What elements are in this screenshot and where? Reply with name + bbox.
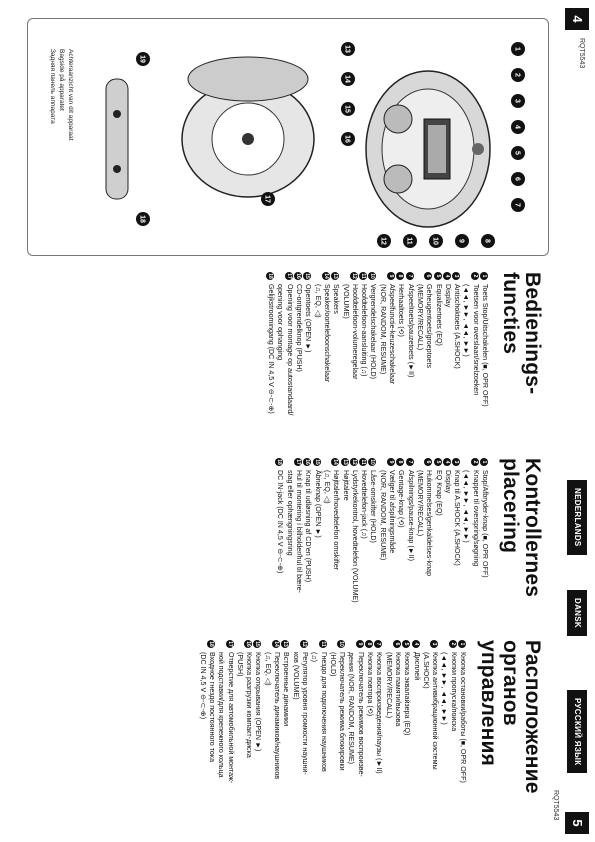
item-number-badge: 16 — [304, 459, 311, 465]
item-text: Кнопка памяти/вызова — [393, 652, 402, 727]
item-number-badge: 3 — [430, 640, 438, 648]
russian-control-item — [421, 640, 430, 824]
callout-number: 7 — [513, 203, 521, 207]
item-text: Кнопки пропуска/поиска — [449, 652, 458, 732]
item-text: (MEMORY/RECALL) — [415, 284, 424, 351]
item-text: Stop/Afbryder-knap (■, OPR OFF) — [481, 470, 489, 578]
header-dutch: NEDERLANDS — [567, 480, 587, 555]
item-number-badge: 18 — [207, 641, 214, 647]
dutch-control-item — [368, 272, 377, 448]
item-number-badge: 9 — [387, 458, 395, 466]
item-number-badge: 7 — [406, 272, 414, 280]
player-side-view — [106, 79, 128, 199]
item-text: Display — [443, 284, 452, 308]
callout-number: 18 — [138, 215, 146, 223]
diagram-captions — [48, 49, 75, 140]
model-code-right: RQT5543 — [552, 790, 559, 821]
item-text: (NOR, RANDOM, RESUME) — [378, 284, 387, 375]
item-number-badge: 14 — [273, 641, 280, 647]
danish-control-item — [303, 458, 312, 628]
item-text: Кнопка повтора (⟲) — [366, 652, 375, 717]
item-text: Herhaaltoets (⟲) — [397, 284, 406, 337]
item-text: Кнопка остановки/работы (■, OPR OFF) — [459, 652, 467, 783]
item-text: Встроенные динамики — [282, 652, 291, 727]
item-text: Кнопка воспроизведения/паузы (►II) — [375, 652, 384, 774]
danish-control-item — [461, 458, 470, 628]
callout-number: 10 — [431, 237, 439, 245]
danish-control-item — [415, 458, 424, 628]
item-text: (♫, EQ, ◁) — [322, 470, 331, 504]
russian-control-item — [300, 640, 309, 824]
control-list-danish — [275, 458, 489, 628]
item-number-badge: 1 — [480, 272, 488, 280]
item-text: DC IN-jack (DC IN 4,5 V ⊖-⊂-⊕) — [276, 470, 285, 574]
item-number-badge: 13 — [282, 641, 289, 647]
header-danish: DANSK — [567, 590, 587, 636]
title-danish — [499, 458, 543, 628]
danish-control-item — [312, 458, 321, 628]
item-text: Display — [443, 470, 452, 494]
item-number-badge: 15 — [254, 641, 261, 647]
item-number-badge: 9 — [387, 272, 395, 280]
item-number-badge: 12 — [350, 273, 357, 279]
item-text: Antischoktoets (A.SHOCK) — [453, 284, 462, 369]
danish-control-item — [405, 458, 414, 628]
control-list-russian — [197, 640, 467, 824]
item-text: Hukommelses/genkaldelses-knap — [425, 470, 434, 577]
item-number-badge: 12 — [300, 641, 307, 647]
danish-control-item — [396, 458, 405, 628]
item-number-badge: 16 — [245, 641, 252, 647]
item-number-badge: 15 — [313, 459, 320, 465]
danish-control-item — [340, 458, 349, 628]
dutch-control-item — [340, 272, 349, 448]
russian-control-item — [207, 640, 216, 824]
caption-ru: Задняя панель аппарата — [49, 49, 56, 124]
item-number-badge: 16 — [295, 273, 302, 279]
item-text: Lydstyrkekontrol, hovedtelefon (VOLUME) — [350, 470, 359, 603]
item-text: (VOLUME) — [341, 284, 350, 319]
russian-control-item — [244, 640, 253, 824]
item-number-badge: 10 — [338, 641, 345, 647]
item-text: Переключатель режимов воспроизве- — [356, 652, 365, 777]
dutch-control-item — [433, 272, 442, 448]
russian-control-item — [393, 640, 402, 824]
item-text: ков (VOLUME) — [291, 652, 300, 700]
item-number-badge: 14 — [322, 273, 329, 279]
item-text: Knapper til overspring/søgning — [471, 470, 480, 567]
item-number-badge: 12 — [350, 459, 357, 465]
item-text: Knap til udløsning af CD'en (PUSH) — [304, 470, 313, 583]
dutch-control-item — [284, 272, 293, 448]
dutch-control-item — [359, 272, 368, 448]
russian-control-item — [272, 640, 281, 824]
callout-number: 3 — [513, 99, 521, 103]
item-text: Gelijkstroomingang (DC IN 4,5 V ⊖-⊂-⊕) — [267, 284, 276, 414]
item-text: Кнопка антивибрационной системы — [431, 652, 440, 770]
danish-control-item — [387, 458, 396, 628]
item-text: Регулятор уровня громкости наушни- — [300, 652, 309, 775]
item-text: Afspeeltoets/pauzetoets (►II) — [406, 284, 415, 378]
item-text: Toets Stop/Uitschakelen (■, OPR OFF) — [481, 284, 489, 407]
item-text: Opentoets (OPEN ►) — [304, 284, 313, 353]
dutch-control-item — [415, 272, 424, 448]
item-number-badge: 8 — [396, 272, 404, 280]
item-text: (♫, EQ, ◁) — [263, 652, 272, 686]
item-number-badge: 1 — [458, 640, 466, 648]
item-text: Speakers — [332, 284, 341, 314]
item-text: Гнездо для подключения наушников — [319, 652, 328, 772]
item-number-badge: 14 — [332, 459, 339, 465]
item-text: Переключатель динамиков/наушников — [273, 652, 282, 780]
header-russian: РУССКИЙ ЯЗЫК — [567, 690, 587, 773]
item-text: Vergrendelschakelaar (HOLD) — [369, 284, 378, 380]
danish-control-item — [359, 458, 368, 628]
item-number-badge: 6 — [424, 458, 432, 466]
player-illustration — [28, 19, 548, 255]
item-text: Låse-omskifter (HOLD) — [369, 470, 378, 543]
callout-number: 12 — [379, 237, 387, 245]
item-number-badge: 5 — [402, 640, 410, 648]
item-number-badge: 4 — [443, 458, 451, 466]
dutch-control-item — [387, 272, 396, 448]
dutch-control-item — [303, 272, 312, 448]
item-text: (A.SHOCK) — [421, 652, 430, 689]
title-russian — [477, 640, 543, 824]
model-code-left: RQT5543 — [578, 38, 585, 69]
item-number-badge: 13 — [341, 459, 348, 465]
item-text: (◄◄, ►►, ◄◄, ►►) — [462, 470, 471, 543]
title-danish-line1: Kontrollernes — [521, 458, 544, 598]
callout-number: 14 — [343, 75, 351, 83]
item-number-badge: 7 — [374, 640, 382, 648]
callout-number: 2 — [513, 73, 521, 77]
title-russian-line3: управления — [477, 640, 500, 767]
item-number-badge: 9 — [356, 640, 364, 648]
dutch-control-item — [266, 272, 275, 448]
callout-number: 13 — [343, 45, 351, 53]
title-dutch-line2: functies — [499, 272, 522, 355]
item-text: EQ Knap (EQ) — [434, 470, 443, 516]
caption-nl: Achteraanzicht van dit apparaat — [67, 49, 74, 141]
item-text: Отверстие для автомобильной монтаж- — [226, 652, 235, 784]
callout-number: 1 — [513, 47, 521, 51]
russian-control-item — [337, 640, 346, 824]
item-text: Afspilnings/pause-knap (►II) — [406, 470, 415, 562]
russian-control-item — [290, 640, 299, 824]
item-number-badge: 5 — [434, 272, 442, 280]
item-number-badge: 11 — [360, 273, 367, 279]
item-text: Hul til montering i bilholder/hul til bære- — [295, 470, 304, 594]
item-text: Opening voor montage op autostandaard/ — [285, 284, 294, 416]
russian-control-item — [458, 640, 467, 824]
dutch-control-item — [405, 272, 414, 448]
russian-control-item — [374, 640, 383, 824]
dutch-control-item — [275, 272, 284, 448]
item-number-badge: 8 — [365, 640, 373, 648]
callout-number: 17 — [263, 195, 271, 203]
dutch-control-item — [452, 272, 461, 448]
item-number-badge: 1 — [480, 458, 488, 466]
item-text: Equalizertoets (EQ) — [434, 284, 443, 346]
callout-number: 5 — [513, 151, 521, 155]
russian-control-item — [439, 640, 448, 824]
callout-number: 16 — [343, 135, 351, 143]
dutch-control-item — [312, 272, 321, 448]
item-text: CD-ontgrendelknop (PUSH) — [295, 284, 304, 372]
item-text: Knap til A.SHOCK (A.SHOCK) — [453, 470, 462, 566]
item-number-badge: 3 — [452, 272, 460, 280]
item-text: Hoofdtelefoon-aansluiting (♫) — [360, 284, 369, 377]
danish-control-item — [331, 458, 340, 628]
column-dutch — [266, 272, 543, 448]
item-text: (MEMORY/RECALL) — [384, 652, 393, 719]
dutch-control-item — [377, 272, 386, 448]
item-text: Кнопка открывания (OPEN ►) — [254, 652, 263, 752]
danish-control-item — [480, 458, 489, 628]
item-number-badge: 17 — [226, 641, 233, 647]
item-text: (DC IN 4,5 V ⊖-⊂-⊕) — [198, 652, 207, 720]
item-number-badge: 18 — [276, 459, 283, 465]
russian-control-item — [411, 640, 420, 824]
russian-control-item — [365, 640, 374, 824]
item-number-badge: 4 — [443, 272, 451, 280]
item-text: дения (NOR, RANDOM, RESUME) — [347, 652, 356, 765]
russian-control-item — [235, 640, 244, 824]
item-text: (◄◄, ►►, ◄◄, ►►) — [440, 652, 449, 725]
item-text: stag eller ophængningsring — [285, 470, 294, 556]
item-text: (MEMORY/RECALL) — [415, 470, 424, 537]
item-number-badge: 11 — [360, 459, 367, 465]
danish-control-item — [294, 458, 303, 628]
russian-control-item — [402, 640, 411, 824]
russian-control-item — [430, 640, 439, 824]
item-number-badge: 17 — [295, 459, 302, 465]
item-number-badge: 6 — [393, 640, 401, 648]
item-text: Кнопка эквалайзера (EQ) — [403, 652, 412, 736]
dutch-control-item — [350, 272, 359, 448]
russian-control-item — [216, 640, 225, 824]
item-text: (♫) — [310, 652, 319, 663]
item-number-badge: 7 — [406, 458, 414, 466]
callout-number: 11 — [405, 237, 413, 245]
russian-control-item — [225, 640, 234, 824]
dutch-control-item — [461, 272, 470, 448]
title-dutch-line1: Bedienings- — [521, 272, 544, 395]
dutch-control-item — [322, 272, 331, 448]
danish-control-item — [322, 458, 331, 628]
item-number-badge: 17 — [285, 273, 292, 279]
item-text: Кнопка разгрузки компакт-диска — [245, 652, 254, 758]
item-number-badge: 15 — [304, 273, 311, 279]
item-number-badge: 11 — [319, 641, 326, 647]
dutch-control-item — [470, 272, 479, 448]
item-number-badge: 2 — [449, 640, 457, 648]
danish-control-item — [377, 458, 386, 628]
item-number-badge: 13 — [332, 273, 339, 279]
player-open-view — [182, 57, 314, 197]
item-text: Переключатель режима блокировки — [338, 652, 347, 771]
item-number-badge: 3 — [452, 458, 460, 466]
callout-number: 9 — [457, 239, 465, 243]
danish-control-item — [284, 458, 293, 628]
callout-number: 4 — [513, 125, 521, 129]
item-text: Дисплей — [412, 652, 421, 681]
page-number-left: 4 — [565, 8, 589, 30]
item-text: Speaker/oortelefoonschakelaar — [322, 284, 331, 383]
item-text: (◄◄, ►►, ◄◄, ►►) — [462, 284, 471, 357]
item-text: (PUSH) — [235, 652, 244, 677]
item-number-badge: 2 — [471, 272, 479, 280]
item-text: Gentage-knap (⟲) — [397, 470, 406, 528]
callout-number: 15 — [343, 105, 351, 113]
russian-control-item — [383, 640, 392, 824]
item-number-badge: 5 — [434, 458, 442, 466]
item-text: (NOR, RANDOM, RESUME) — [378, 470, 387, 561]
item-text: Hoofdtelefoon-volumeregelaar — [350, 284, 359, 380]
item-number-badge: 2 — [471, 458, 479, 466]
danish-control-item — [368, 458, 377, 628]
player-top-view — [366, 71, 490, 227]
title-dutch — [499, 272, 543, 448]
russian-control-item — [253, 640, 262, 824]
item-text: Hovedtelefon-jack (♫) — [360, 470, 369, 539]
item-text: Toetsen voor overslaan/snelzoeken — [471, 284, 480, 396]
danish-control-item — [275, 458, 284, 628]
item-number-badge: 18 — [267, 273, 274, 279]
russian-control-item — [328, 640, 337, 824]
item-text: Højttalere — [341, 470, 350, 501]
title-russian-line1: Расположение — [521, 640, 544, 794]
item-text: Geheugentoets/groeptoets — [425, 284, 434, 369]
russian-control-item — [355, 640, 364, 824]
callout-number: 8 — [483, 239, 491, 243]
column-russian — [197, 640, 543, 824]
player-diagram-panel — [27, 18, 549, 256]
russian-control-item — [309, 640, 318, 824]
item-text: Højttaler/hovedtelefon omskifter — [332, 470, 341, 571]
dutch-control-item — [396, 272, 405, 448]
dutch-control-item — [294, 272, 303, 448]
title-danish-line2: placering — [499, 458, 522, 554]
item-text: Vælger til afspilningsmåde — [388, 470, 397, 554]
russian-control-item — [197, 640, 206, 824]
danish-control-item — [470, 458, 479, 628]
russian-control-item — [262, 640, 271, 824]
item-number-badge: 4 — [412, 640, 420, 648]
item-text: (♫, EQ, ◁) — [313, 284, 322, 318]
title-russian-line2: органов — [499, 640, 522, 726]
item-number-badge: 6 — [424, 272, 432, 280]
russian-control-item — [346, 640, 355, 824]
item-text: Входное гнездо постоянного тока — [207, 652, 216, 763]
callout-number: 6 — [513, 177, 521, 181]
item-number-badge: 10 — [369, 459, 376, 465]
dutch-control-item — [331, 272, 340, 448]
danish-control-item — [424, 458, 433, 628]
page-number-right: 5 — [565, 812, 589, 834]
caption-da: Bagside på apparatet — [58, 49, 65, 111]
item-text: Åbneknap (OPEN ►) — [313, 470, 322, 538]
danish-control-item — [433, 458, 442, 628]
item-number-badge: 8 — [396, 458, 404, 466]
item-number-badge: 10 — [369, 273, 376, 279]
control-list-dutch — [266, 272, 489, 448]
dutch-control-item — [424, 272, 433, 448]
item-text: (HOLD) — [328, 652, 337, 677]
russian-control-item — [448, 640, 457, 824]
item-text: ной подставки/для крепежного кольца — [217, 652, 226, 778]
callout-number: 19 — [138, 55, 146, 63]
russian-control-item — [281, 640, 290, 824]
russian-control-item — [318, 640, 327, 824]
item-text: opening voor ophanging — [276, 284, 285, 361]
dutch-control-item — [480, 272, 489, 448]
column-danish — [275, 458, 543, 628]
danish-control-item — [443, 458, 452, 628]
dutch-control-item — [443, 272, 452, 448]
danish-control-item — [350, 458, 359, 628]
danish-control-item — [452, 458, 461, 628]
item-text: Afspeelfunctie-keuzeschakelaar — [388, 284, 397, 385]
